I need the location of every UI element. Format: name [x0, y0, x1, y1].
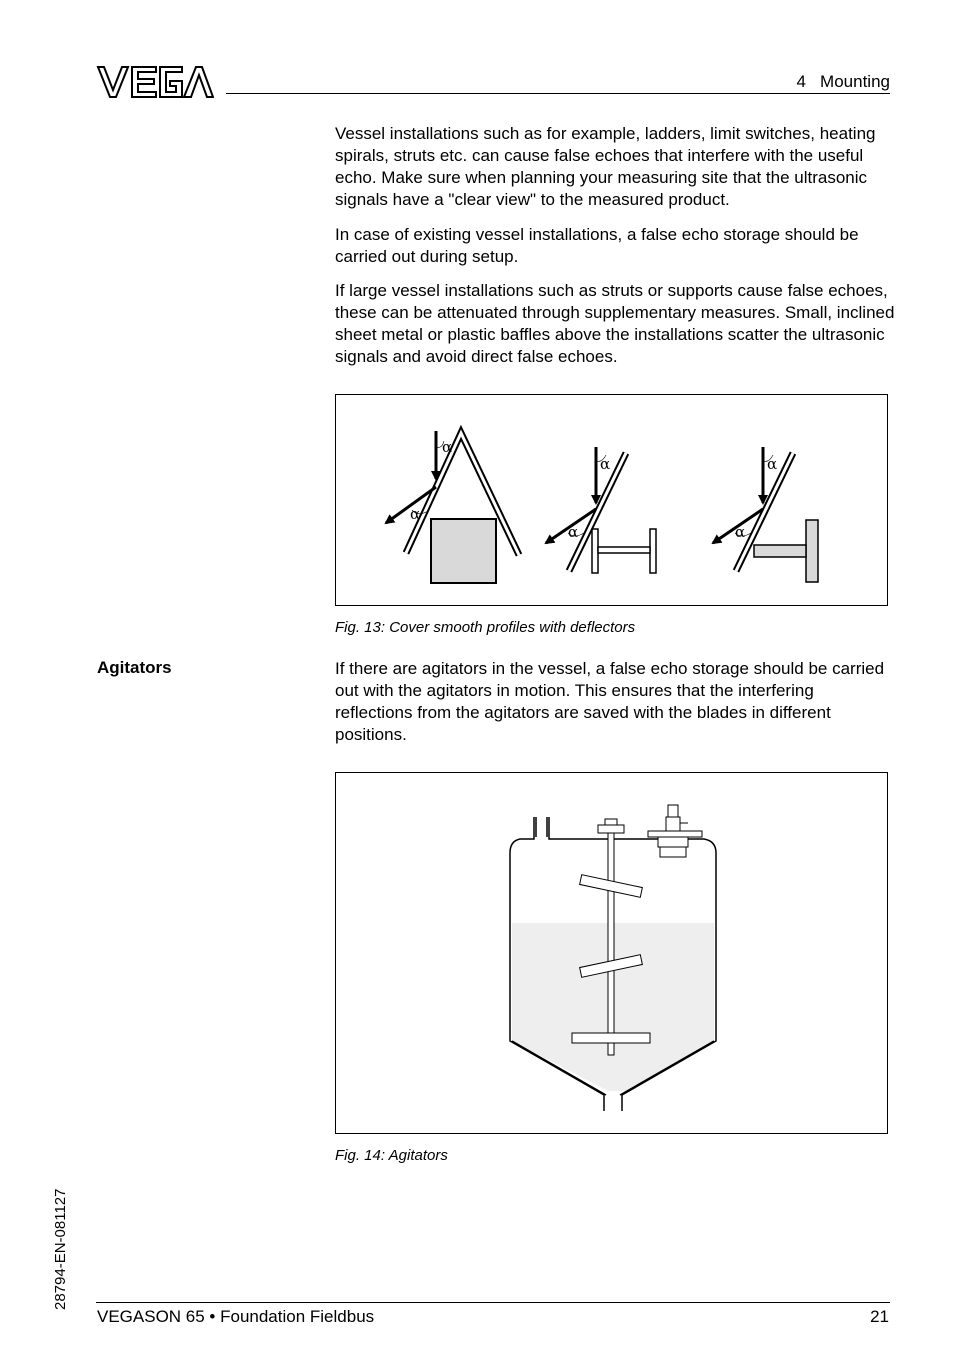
- angle-label: α: [735, 523, 746, 541]
- paragraph-agitators: If there are agitators in the vessel, a false echo storage should be carried out with the agitators in motion. This ensures that the interfering reflections from the agitators are saved with the blades in different positions.: [335, 659, 885, 744]
- box-profile: [431, 519, 496, 583]
- ibeam-deflector-group: [546, 447, 656, 573]
- paragraph-false-echo-storage: In case of existing vessel installations, a false echo storage should be carried out during setup.: [335, 225, 859, 266]
- figure-13-caption: Fig. 13: Cover smooth profiles with deflectors: [335, 619, 636, 636]
- document-id: 28794-EN-081127: [52, 1188, 69, 1310]
- agitator-shaft: [608, 833, 614, 1055]
- figure-13-deflectors: [335, 394, 888, 606]
- header-rule: [226, 93, 890, 94]
- ultrasonic-sensor: [648, 805, 702, 857]
- angle-label: α: [600, 455, 611, 473]
- angle-label: α: [568, 523, 579, 541]
- paragraph-vessel-installations: Vessel installations such as for example, ladders, limit switches, heating spirals, struts etc. can cause false echoes that interfere with the useful echo. Make sure when planning your measuring site that the ultrasonic signals have a "clear view" to the measured product.: [335, 124, 876, 209]
- paragraph-deflector-measures: If large vessel installations such as struts or supports cause false echoes, these can be attenuated through supplementary measures. Small, inclined sheet metal or plastic baffles above the installations scatter the ultrasonic signals and avoid direct false echoes.: [335, 281, 895, 366]
- roof-deflector-group: [386, 431, 519, 583]
- agitator-flange: [598, 825, 624, 833]
- page-number: 21: [870, 1307, 889, 1326]
- section-title: 4 Mounting: [796, 72, 890, 91]
- agitator-vessel-diagram: [336, 773, 887, 1133]
- vega-logo: [96, 64, 214, 100]
- figure-14-caption: Fig. 14: Agitators: [335, 1147, 448, 1164]
- footer-rule: [96, 1302, 890, 1303]
- figure-14-agitators: [335, 772, 888, 1134]
- angle-label: α: [410, 505, 421, 523]
- tprofile-deflector-group: [713, 447, 818, 582]
- deflector-diagram: [336, 395, 887, 605]
- agitators-heading: Agitators: [97, 658, 172, 677]
- angle-label: α: [442, 438, 453, 456]
- agitator-blade: [572, 1033, 650, 1043]
- footer-title: VEGASON 65 • Foundation Fieldbus: [97, 1307, 375, 1326]
- angle-label: α: [767, 455, 778, 473]
